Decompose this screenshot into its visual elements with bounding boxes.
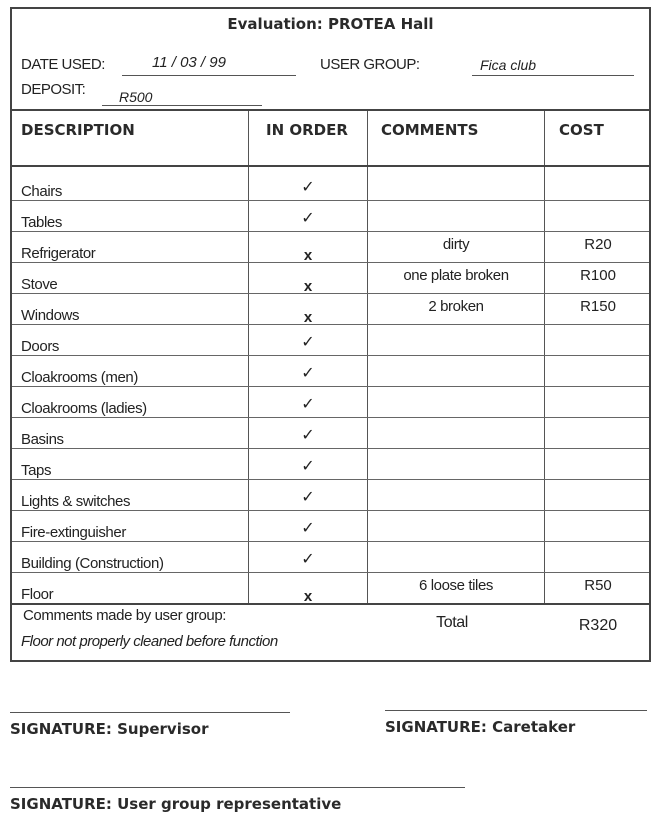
cross-mark-icon: x (303, 247, 313, 264)
user-comments-label: Comments made by user group: (23, 607, 227, 624)
supervisor-signature-label: SIGNATURE: Supervisor (10, 720, 209, 738)
check-mark-icon: ✓ (301, 520, 315, 537)
check-mark-icon: ✓ (301, 179, 315, 196)
row-description: Building (Construction) (21, 555, 164, 572)
row-border (12, 479, 649, 480)
row-description: Lights & switches (21, 493, 131, 510)
evaluation-form (10, 7, 651, 662)
row-description: Stove (21, 276, 58, 293)
row-border (12, 510, 649, 511)
check-mark-icon: ✓ (301, 210, 315, 227)
check-mark-icon: ✓ (301, 396, 315, 413)
row-border (12, 417, 649, 418)
header-row-border (12, 165, 649, 167)
header-separator (12, 109, 649, 111)
caretaker-signature-line (385, 710, 647, 711)
row-description: Cloakrooms (ladies) (21, 400, 147, 417)
header-comments: COMMENTS (381, 121, 479, 139)
row-border (12, 603, 649, 605)
row-border (12, 324, 649, 325)
form-title: Evaluation: PROTEA Hall (227, 15, 434, 33)
date-used-label: DATE USED: (21, 56, 105, 73)
row-border (12, 262, 649, 263)
row-description: Basins (21, 431, 64, 448)
row-comment: 6 loose tiles (418, 577, 493, 594)
row-comment: 2 broken (428, 298, 484, 315)
caretaker-signature-label: SIGNATURE: Caretaker (385, 718, 576, 736)
row-cost: R20 (584, 236, 612, 253)
total-value: R320 (578, 617, 618, 634)
row-description: Taps (21, 462, 52, 479)
row-border (12, 386, 649, 387)
row-description: Doors (21, 338, 60, 355)
row-description: Refrigerator (21, 245, 96, 262)
cross-mark-icon: x (303, 278, 313, 295)
date-used-underline (122, 75, 296, 76)
row-cost: R50 (584, 577, 612, 594)
row-border (12, 448, 649, 449)
row-border (12, 231, 649, 232)
user-group-label: USER GROUP: (320, 56, 420, 73)
representative-signature-line (10, 787, 465, 788)
deposit-label: DEPOSIT: (21, 81, 86, 98)
date-used-value: 11 / 03 / 99 (152, 54, 226, 71)
column-divider (367, 111, 368, 604)
check-mark-icon: ✓ (301, 365, 315, 382)
row-border (12, 293, 649, 294)
check-mark-icon: ✓ (301, 334, 315, 351)
row-description: Windows (21, 307, 80, 324)
deposit-underline (102, 105, 262, 106)
user-group-underline (472, 75, 634, 76)
user-comments-value: Floor not properly cleaned before function (21, 633, 278, 650)
header-description: DESCRIPTION (21, 121, 135, 139)
row-description: Cloakrooms (men) (21, 369, 138, 386)
row-border (12, 355, 649, 356)
check-mark-icon: ✓ (301, 551, 315, 568)
check-mark-icon: ✓ (301, 458, 315, 475)
row-cost: R100 (580, 267, 616, 284)
header-in-order: IN ORDER (266, 121, 348, 139)
cross-mark-icon: x (303, 309, 313, 326)
row-description: Tables (21, 214, 62, 231)
row-description: Fire-extinguisher (21, 524, 126, 541)
header-cost: COST (559, 121, 604, 139)
supervisor-signature-line (10, 712, 290, 713)
check-mark-icon: ✓ (301, 427, 315, 444)
row-border (12, 572, 649, 573)
column-divider (544, 111, 545, 604)
representative-signature-label: SIGNATURE: User group representative (10, 795, 342, 813)
row-comment: dirty (442, 236, 470, 253)
row-description: Floor (21, 586, 54, 603)
cross-mark-icon: x (303, 588, 313, 605)
total-label: Total (436, 614, 468, 631)
deposit-value: R500 (119, 89, 153, 105)
row-description: Chairs (21, 183, 62, 200)
row-border (12, 541, 649, 542)
row-cost: R150 (580, 298, 616, 315)
row-border (12, 200, 649, 201)
check-mark-icon: ✓ (301, 489, 315, 506)
row-comment: one plate broken (403, 267, 509, 284)
user-group-value: Fica club (480, 57, 537, 73)
